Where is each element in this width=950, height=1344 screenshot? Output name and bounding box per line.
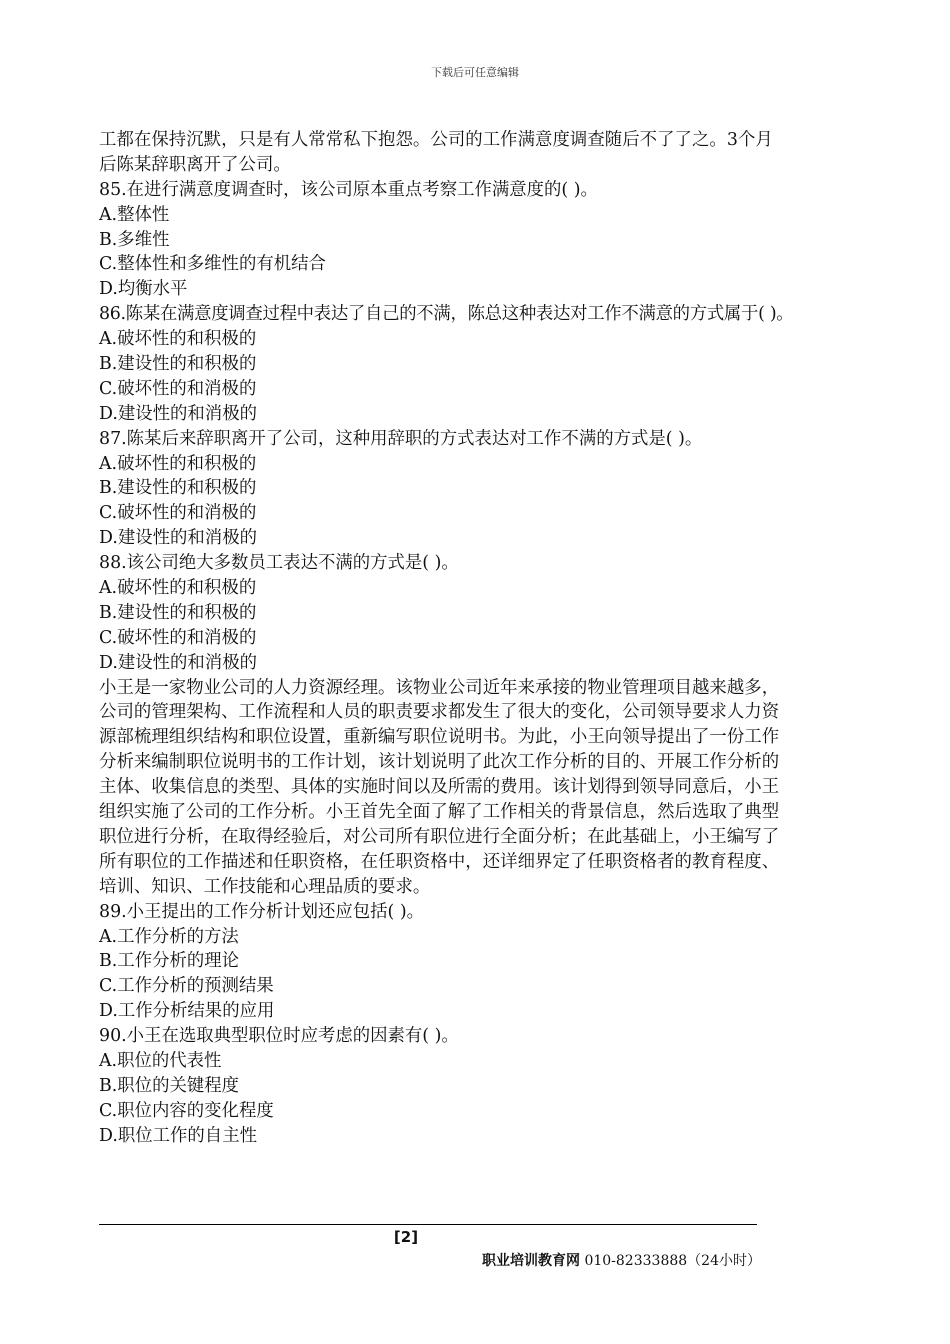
answer-option: D.均衡水平 [99,279,188,300]
paragraph-line: 工都在保持沉默，只是有人常常私下抱怨。公司的工作满意度调查随后不了了之。3个月 [99,130,773,150]
answer-option: C.整体性和多维性的有机结合 [99,254,326,275]
question-block [99,551,859,675]
paragraph-line: 分析来编制职位说明书的工作计划，该计划说明了此次工作分析的目的、开展工作分析的 [99,752,780,773]
question-stem: 87.陈某后来辞职离开了公司，这种用辞职的方式表达对工作不满的方式是( )。 [99,428,703,449]
answer-option: A.整体性 [99,204,170,225]
answer-option: C.破坏性的和消极的 [99,503,257,524]
answer-option: A.破坏性的和积极的 [99,578,257,599]
page-header-note: 下载后可任意编辑 [431,66,519,79]
footer-divider [99,1224,757,1225]
answer-option: A.破坏性的和积极的 [99,453,257,474]
answer-option: D.建设性的和消极的 [99,403,257,424]
question-block [99,1024,859,1148]
question-block [99,427,859,551]
paragraph-line: 源部梳理组织结构和职位设置，重新编写职位说明书。为此，小王向领导提出了一份工作 [99,727,780,748]
question-block [99,178,859,302]
footer-contact [482,1250,761,1270]
case-description [99,676,859,900]
answer-option: C.职位内容的变化程度 [99,1100,274,1121]
answer-option: A.破坏性的和积极的 [99,329,257,350]
question-stem: 90.小王在选取典型职位时应考虑的因素有( )。 [99,1026,459,1047]
answer-option: A.职位的代表性 [99,1050,222,1071]
paragraph-line: 培训、知识、工作技能和心理品质的要求。 [99,876,431,897]
answer-option: B.建设性的和积极的 [99,478,257,499]
paragraph-line: 主体、收集信息的类型、具体的实施时间以及所需的费用。该计划得到领导同意后，小王 [99,777,780,798]
question-block [99,900,859,1024]
document-body [99,128,859,1149]
footer-brand: 职业培训教育网 [482,1253,580,1269]
paragraph-line: 所有职位的工作描述和任职资格，在任职资格中，还详细界定了任职资格者的教育程度、 [99,851,780,872]
answer-option: C.破坏性的和消极的 [99,627,257,648]
question-stem: 89.小王提出的工作分析计划还应包括( )。 [99,901,425,922]
answer-option: B.多维性 [99,229,170,250]
question-stem: 88.该公司绝大多数员工表达不满的方式是( )。 [99,553,459,574]
paragraph-line: 小王是一家物业公司的人力资源经理。该物业公司近年来承接的物业管理项目越来越多， [99,677,780,698]
answer-option: B.建设性的和积极的 [99,354,257,375]
answer-option: D.建设性的和消极的 [99,528,257,549]
answer-option: D.职位工作的自主性 [99,1125,257,1146]
answer-option: C.破坏性的和消极的 [99,378,257,399]
question-block [99,302,859,426]
footer-phone: 010-82333888（24小时） [580,1253,761,1269]
question-stem: 86.陈某在满意度调查过程中表达了自己的不满，陈总这种表达对工作不满意的方式属于( )。 [99,304,794,325]
answer-option: C.工作分析的预测结果 [99,976,274,997]
paragraph-line: 后陈某辞职离开了公司。 [99,154,291,175]
answer-option: B.建设性的和积极的 [99,602,257,623]
answer-option: A.工作分析的方法 [99,926,239,947]
page-number: [2] [393,1228,419,1246]
answer-option: B.职位的关键程度 [99,1075,240,1096]
answer-option: D.工作分析结果的应用 [99,1001,275,1022]
answer-option: D.建设性的和消极的 [99,652,257,673]
paragraph-line: 组织实施了公司的工作分析。小王首先全面了解了工作相关的背景信息，然后选取了典型 [99,802,780,823]
paragraph-line: 职位进行分析，在取得经验后，对公司所有职位进行全面分析；在此基础上，小王编写了 [99,826,780,847]
question-stem: 85.在进行满意度调查时，该公司原本重点考察工作满意度的( )。 [99,179,598,200]
case-intro-continued [99,128,859,178]
paragraph-line: 公司的管理架构、工作流程和人员的职责要求都发生了很大的变化，公司领导要求人力资 [99,702,780,723]
answer-option: B.工作分析的理论 [99,951,240,972]
